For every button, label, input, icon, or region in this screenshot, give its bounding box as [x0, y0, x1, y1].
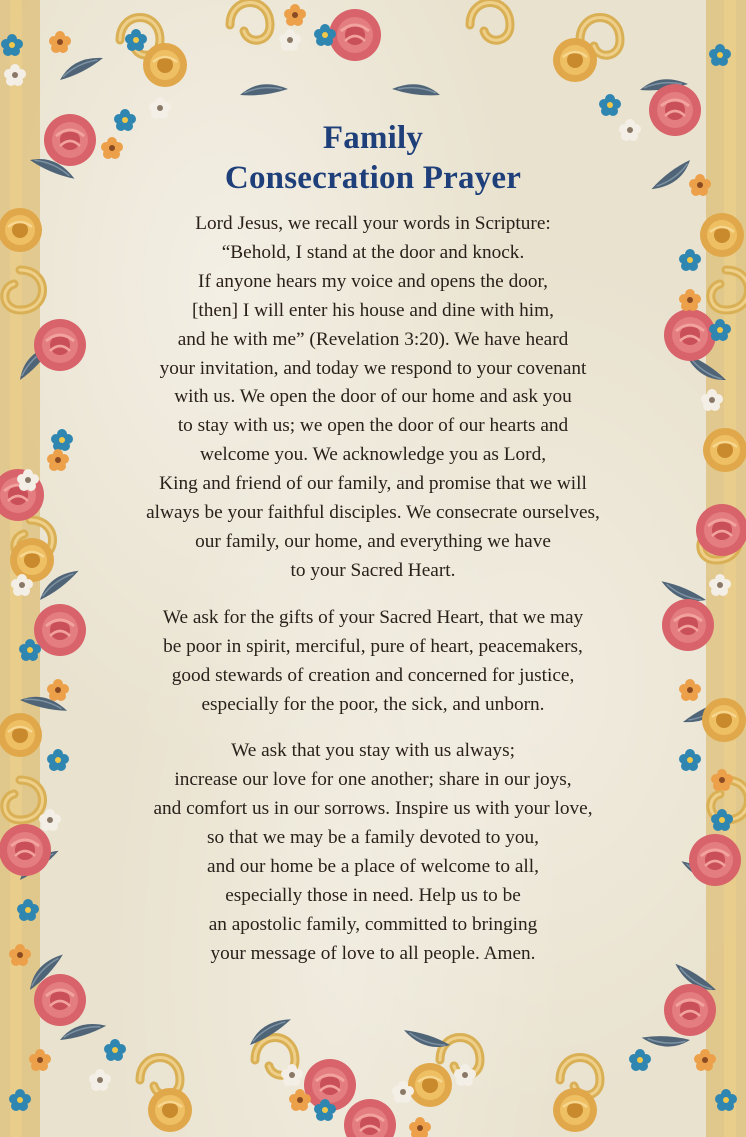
title-line: Consecration Prayer	[224, 160, 522, 196]
title-line: Family	[322, 120, 424, 156]
text-line: [then] I will enter his house and dine with him,	[192, 299, 554, 321]
text-line: “Behold, I stand at the door and knock.	[221, 241, 525, 263]
text-line: especially those in need. Help us to be	[225, 884, 521, 906]
text-line: We ask for the gifts of your Sacred Heart, that we may	[162, 606, 584, 628]
text-line: our family, our home, and everything we have	[195, 530, 551, 552]
text-line: King and friend of our family, and promise that we will	[159, 473, 587, 495]
text-line: your message of love to all people. Amen.	[210, 942, 536, 964]
prayer-paragraph-1	[95, 210, 651, 586]
text-line: and he with me” (Revelation 3:20). We have heard	[177, 328, 569, 350]
text-line: If anyone hears my voice and opens the door,	[198, 270, 548, 292]
prayer-content	[95, 118, 651, 987]
text-line: good stewards of creation and concerned for justice,	[171, 664, 575, 686]
text-line: so that we may be a family devoted to you,	[207, 827, 539, 849]
text-line: Lord Jesus, we recall your words in Scripture:	[195, 213, 551, 234]
text-line: We ask that you stay with us always;	[231, 740, 515, 762]
text-line: to stay with us; we open the door of our hearts and	[177, 415, 569, 437]
prayer-paragraph-3	[95, 737, 651, 968]
text-line: your invitation, and today we respond to your covenant	[159, 357, 587, 379]
text-line: be poor in spirit, merciful, pure of heart, peacemakers,	[163, 635, 583, 657]
text-line: with us. We open the door of our home and ask you	[174, 386, 572, 408]
text-line: and our home be a place of welcome to all,	[207, 856, 539, 878]
text-line: an apostolic family, committed to bringing	[208, 913, 538, 935]
text-line: especially for the poor, the sick, and unborn.	[201, 693, 545, 715]
text-line: to your Sacred Heart.	[290, 559, 456, 581]
text-line: always be your faithful disciples. We consecrate ourselves,	[146, 502, 600, 524]
text-line: and comfort us in our sorrows. Inspire us with your love,	[153, 798, 593, 820]
prayer-title	[95, 118, 651, 198]
text-line: increase our love for one another; share in our joys,	[174, 769, 572, 791]
prayer-paragraph-2	[95, 604, 651, 720]
text-line: welcome you. We acknowledge you as Lord,	[199, 444, 547, 466]
